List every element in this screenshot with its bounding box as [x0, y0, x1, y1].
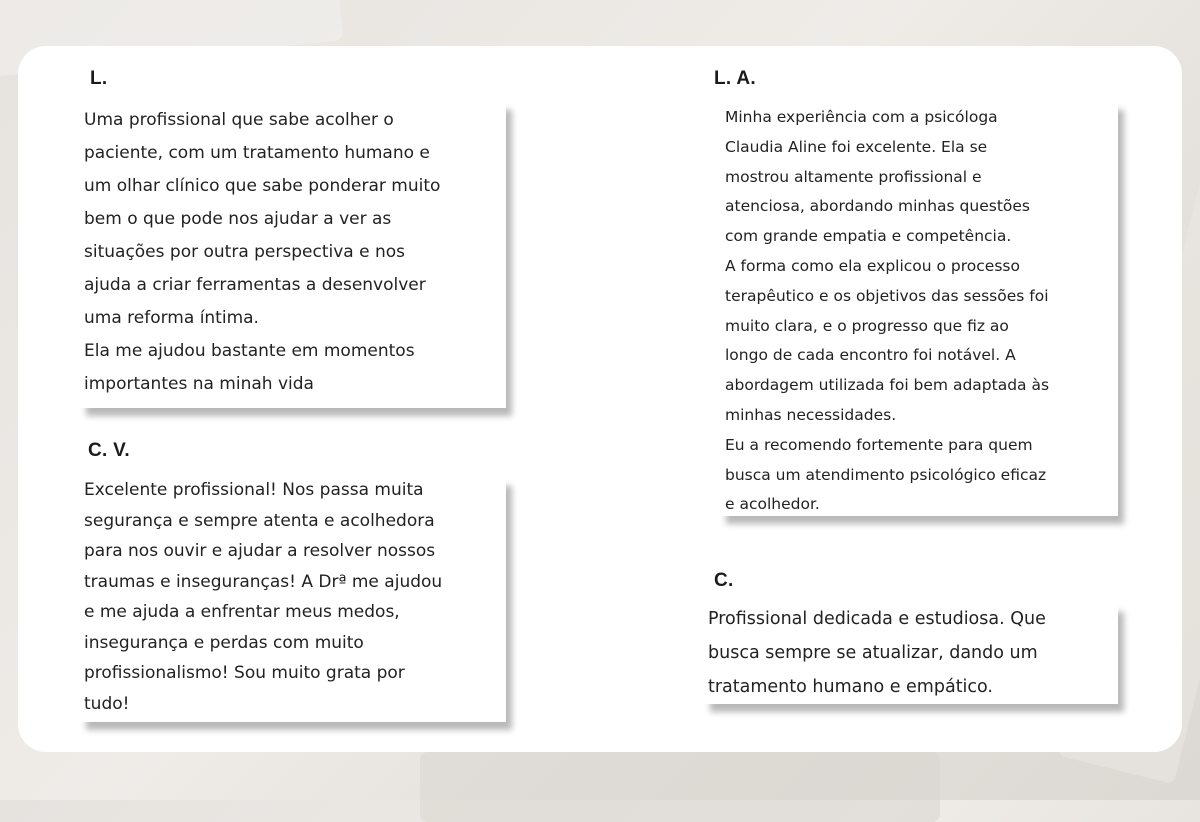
- testimonial-line: A forma como ela explicou o processo: [725, 256, 1020, 275]
- testimonial-line: com grande empatia e competência.: [725, 227, 1012, 246]
- testimonial-text: [700, 600, 1118, 704]
- testimonial-line: minhas necessidades.: [725, 405, 897, 424]
- testimonial-line: Minha experiência com a psicóloga: [725, 108, 998, 126]
- testimonial-line: terapêutico e os objetivos das sessões foi: [725, 286, 1049, 305]
- testimonial-line: busca um atendimento psicológico eficaz: [725, 465, 1047, 484]
- testimonial-card: [76, 98, 506, 408]
- testimonial-card: [76, 474, 506, 722]
- testimonial-line: profissionalismo! Sou muito grata por: [84, 663, 405, 683]
- testimonial-line: Claudia Aline foi excelente. Ela se: [725, 137, 988, 156]
- testimonial-author: C.: [714, 570, 734, 591]
- testimonial-line: para nos ouvir e ajudar a resolver nossos: [84, 541, 436, 561]
- testimonial-line: Ela me ajudou bastante em momentos: [84, 341, 415, 361]
- testimonial-text: [716, 98, 1118, 520]
- testimonial-line: abordagem utilizada foi bem adaptada às: [725, 376, 1050, 395]
- testimonial-line: paciente, com um tratamento humano e: [84, 143, 430, 163]
- testimonial-line: Excelente profissional! Nos passa muita: [84, 480, 424, 500]
- testimonial-author: C. V.: [88, 440, 130, 461]
- testimonial-line: longo de cada encontro foi notável. A: [725, 346, 1016, 365]
- testimonial-author: L. A.: [714, 68, 756, 89]
- testimonial-author: L.: [90, 68, 108, 89]
- background-shape: [420, 752, 940, 822]
- testimonial-line: traumas e inseguranças! A Drª me ajudou: [84, 571, 443, 592]
- testimonial-line: importantes na minah vida: [84, 374, 314, 394]
- testimonial-line: Eu a recomendo fortemente para quem: [725, 435, 1033, 454]
- testimonial-line: muito clara, e o progresso que fiz ao: [725, 316, 1009, 335]
- testimonial-line: mostrou altamente profissional e: [725, 167, 982, 186]
- testimonial-card: [716, 98, 1118, 516]
- testimonial-line: um olhar clínico que sabe ponderar muito: [84, 176, 441, 196]
- testimonial-line: situações por outra perspectiva e nos: [84, 242, 405, 262]
- testimonial-line: e acolhedor.: [725, 495, 820, 514]
- testimonial-line: tratamento humano e empático.: [708, 677, 993, 697]
- testimonial-line: uma reforma íntima.: [84, 308, 259, 328]
- testimonial-line: ajuda a criar ferramentas a desenvolver: [84, 275, 426, 295]
- testimonial-text: [76, 98, 506, 401]
- testimonial-line: segurança e sempre atenta e acolhedora: [84, 510, 435, 531]
- testimonial-line: Profissional dedicada e estudiosa. Que: [708, 609, 1046, 629]
- testimonial-card: [700, 600, 1118, 704]
- testimonial-line: busca sempre se atualizar, dando um: [708, 643, 1038, 663]
- testimonial-line: tudo!: [84, 693, 130, 714]
- testimonial-text: [76, 474, 506, 719]
- testimonial-line: e me ajuda a enfrentar meus medos,: [84, 602, 400, 622]
- testimonial-line: Uma profissional que sabe acolher o: [84, 110, 394, 130]
- testimonial-line: atenciosa, abordando minhas questões: [725, 197, 1031, 216]
- testimonial-line: bem o que pode nos ajudar a ver as: [84, 209, 392, 229]
- testimonial-line: insegurança e perdas com muito: [84, 632, 364, 653]
